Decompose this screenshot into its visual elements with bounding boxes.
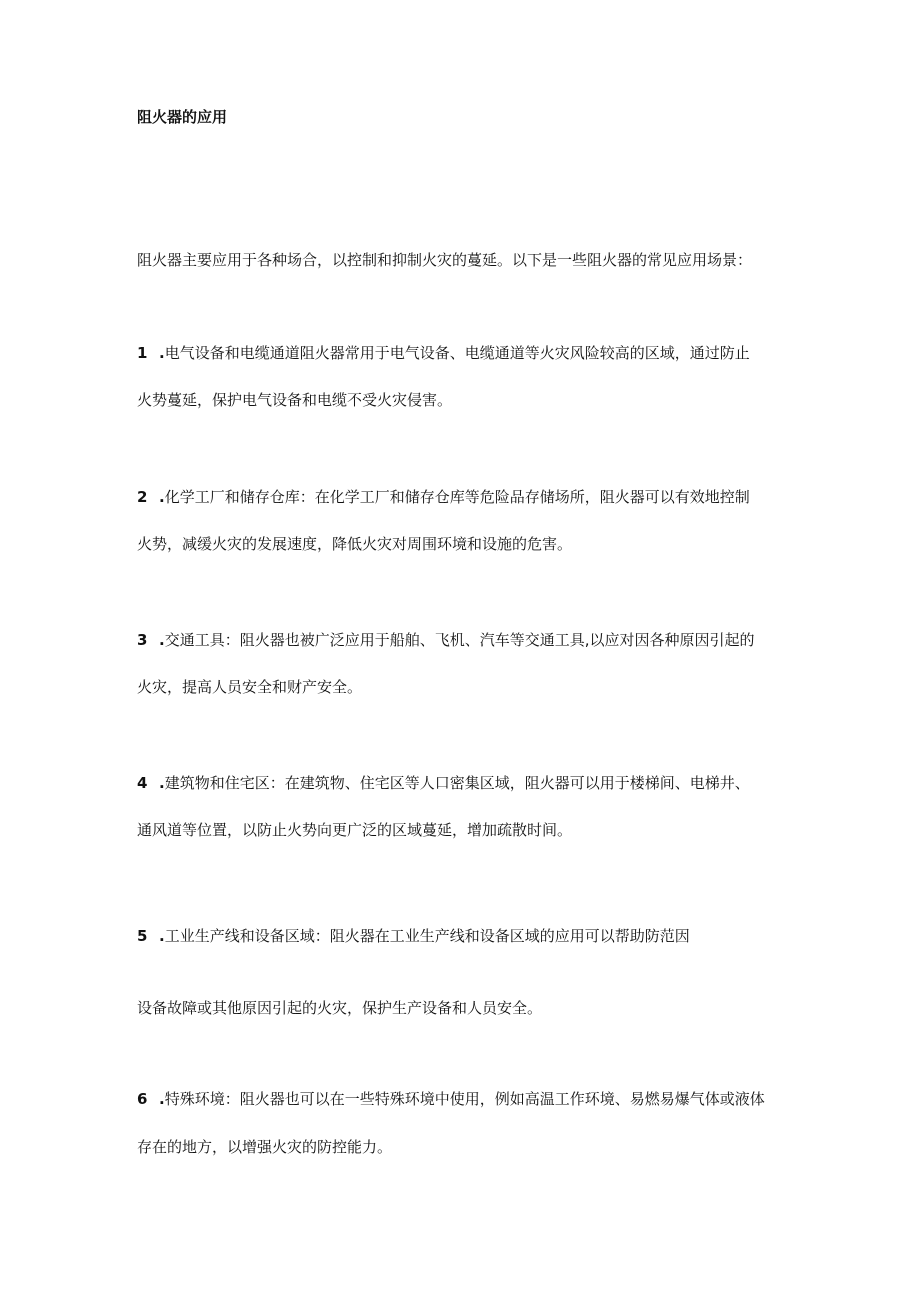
list-item-5-dot: . (159, 927, 165, 945)
list-item-4-text-2: 通风道等位置，以防止火势向更广泛的区域蔓延，增加疏散时间。 (137, 821, 573, 839)
list-item-6-text-1: 特殊环境：阻火器也可以在一些特殊环境中使用，例如高温工作环境、易燃易爆气体或液体 (164, 1090, 765, 1108)
list-item-4-line-1 (137, 773, 750, 793)
list-item-3-dot: . (159, 631, 165, 649)
list-item-1-number: 1 (137, 344, 148, 362)
list-item-4-number: 4 (137, 774, 148, 792)
list-item-6-text-2: 存在的地方，以增强火灾的防控能力。 (137, 1138, 393, 1156)
list-item-2-line-1 (137, 487, 750, 507)
list-item-6-number: 6 (137, 1090, 148, 1108)
intro-paragraph: 阻火器主要应用于各种场合，以控制和抑制火灾的蔓延。以下是一些阻火器的常见应用场景： (137, 251, 753, 269)
list-item-5-text-1: 工业生产线和设备区域：阻火器在工业生产线和设备区域的应用可以帮助防范因 (164, 927, 690, 945)
list-item-4-text-1: 建筑物和住宅区：在建筑物、住宅区等人口密集区域，阻火器可以用于楼梯间、电梯井、 (164, 774, 750, 792)
list-item-3-text-2: 火灾，提高人员安全和财产安全。 (137, 678, 363, 696)
list-item-2-number: 2 (137, 488, 148, 506)
list-item-6-dot: . (159, 1090, 165, 1108)
list-item-1-dot: . (159, 344, 165, 362)
document-title: 阻火器的应用 (137, 108, 228, 126)
list-item-5-number: 5 (137, 927, 148, 945)
list-item-3-number: 3 (137, 631, 148, 649)
list-item-5-line-1 (137, 926, 690, 946)
list-item-2-text-2: 火势，减缓火灾的发展速度，降低火灾对周围环境和设施的危害。 (137, 535, 573, 553)
list-item-2-text-1: 化学工厂和储存仓库：在化学工厂和储存仓库等危险品存储场所，阻火器可以有效地控制 (164, 488, 750, 506)
list-item-5-text-2: 设备故障或其他原因引起的火灾，保护生产设备和人员安全。 (137, 999, 543, 1017)
list-item-1-text-1: 电气设备和电缆通道阻火器常用于电气设备、电缆通道等火灾风险较高的区域，通过防止 (164, 344, 750, 362)
list-item-1-line-1 (137, 343, 750, 363)
list-item-3-text-1: 交通工具：阻火器也被广泛应用于船舶、飞机、汽车等交通工具,以应对因各种原因引起的 (164, 631, 755, 649)
list-item-1-text-2: 火势蔓延，保护电气设备和电缆不受火灾侵害。 (137, 391, 453, 409)
list-item-4-dot: . (159, 774, 165, 792)
list-item-2-dot: . (159, 488, 165, 506)
list-item-6-line-1 (137, 1089, 765, 1109)
list-item-3-line-1 (137, 630, 754, 650)
